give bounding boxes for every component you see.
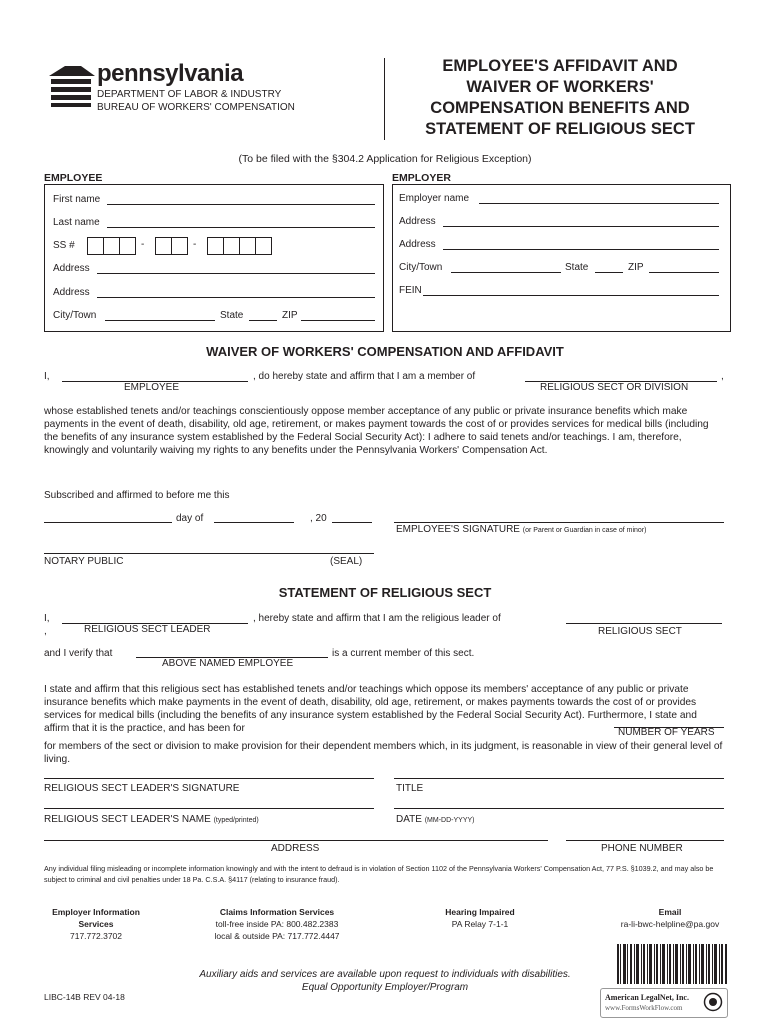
- employer-state-field[interactable]: [595, 272, 623, 273]
- claims-info-block: [192, 906, 362, 942]
- title-line-3: COMPENSATION BENEFITS AND: [430, 99, 690, 117]
- employee-address1-label: Address: [53, 263, 90, 274]
- employer-state-label: State: [565, 262, 589, 273]
- claims-line-2: local & outside PA: 717.772.4447: [214, 931, 340, 941]
- leader-name-text: RELIGIOUS SECT LEADER'S NAME: [44, 814, 211, 825]
- hearing-line: PA Relay 7-1-1: [451, 919, 509, 929]
- date-text: DATE: [396, 814, 422, 825]
- publisher-name: American LegalNet, Inc.: [605, 993, 689, 1002]
- employee-state-field[interactable]: [249, 320, 277, 321]
- employee-address2-label: Address: [53, 287, 90, 298]
- filing-note: (To be filed with the §304.2 Application for Religious Exception): [238, 153, 532, 165]
- employer-info-title-1: Employer Information: [52, 907, 140, 917]
- publisher-logo-icon: [703, 992, 723, 1012]
- hearing-title: Hearing Impaired: [445, 907, 515, 917]
- header-divider: [384, 58, 385, 140]
- waiver-sect-caption: RELIGIOUS SECT OR DIVISION: [540, 382, 689, 393]
- employee-heading: EMPLOYEE: [44, 172, 103, 184]
- form-id: LIBC-14B REV 04-18: [44, 992, 125, 1002]
- title-line-4: STATEMENT OF RELIGIOUS SECT: [425, 120, 695, 138]
- pa-logo: [47, 62, 97, 108]
- waiver-comma: ,: [721, 371, 724, 382]
- employee-address1-field[interactable]: [97, 273, 375, 274]
- employee-city-label: City/Town: [53, 310, 97, 321]
- publisher-stamp: [600, 988, 728, 1018]
- day-of-text: day of: [176, 513, 204, 524]
- statement-title: STATEMENT OF RELIGIOUS SECT: [278, 585, 492, 600]
- leader-name-line[interactable]: [44, 808, 374, 809]
- current-member-text: is a current member of this sect.: [332, 648, 475, 659]
- last-name-label: Last name: [53, 217, 100, 228]
- employee-address2-field[interactable]: [97, 297, 375, 298]
- employer-info-block: [40, 906, 152, 942]
- employer-city-label: City/Town: [399, 262, 443, 273]
- employer-address1-label: Address: [399, 216, 436, 227]
- fein-label: FEIN: [399, 285, 422, 296]
- day-field[interactable]: [44, 522, 172, 523]
- ss-number-field[interactable]: - -: [87, 240, 317, 256]
- leader-caption: RELIGIOUS SECT LEADER: [84, 624, 211, 635]
- ss-label: SS #: [53, 240, 75, 251]
- address-line[interactable]: [44, 840, 548, 841]
- auxiliary-notice: [150, 968, 620, 994]
- year-prefix: , 20: [310, 513, 327, 524]
- waiver-title: WAIVER OF WORKERS' COMPENSATION AND AFFIDAVIT: [206, 344, 564, 359]
- employer-info-title-2: Services: [78, 919, 114, 929]
- first-name-label: First name: [53, 194, 101, 205]
- employer-address1-field[interactable]: [443, 226, 719, 227]
- date-format: (MM-DD-YYYY): [424, 817, 475, 824]
- publisher-url[interactable]: www.FormsWorkFlow.com: [605, 1004, 683, 1012]
- email-address[interactable]: ra-li-bwc-helpline@pa.gov: [620, 919, 720, 929]
- department-name: DEPARTMENT OF LABOR & INDUSTRY: [97, 89, 282, 100]
- claims-title: Claims Information Services: [219, 907, 335, 917]
- year-field[interactable]: [332, 522, 372, 523]
- aux-line-1: Auxiliary aids and services are available upon request to individuals with disabilities.: [199, 969, 571, 980]
- employee-signature-label: [396, 524, 647, 535]
- phone-line[interactable]: [566, 840, 724, 841]
- statement-sect-field[interactable]: [566, 623, 722, 624]
- leader-name-label: [44, 814, 259, 825]
- employee-state-label: State: [220, 310, 244, 321]
- phone-label: PHONE NUMBER: [601, 843, 683, 854]
- title-line-1: EMPLOYEE'S AFFIDAVIT AND: [442, 57, 678, 75]
- employee-signature-line[interactable]: [394, 522, 724, 523]
- claims-line-1: toll-free inside PA: 800.482.2383: [215, 919, 339, 929]
- employer-zip-label: ZIP: [628, 262, 644, 273]
- employee-zip-label: ZIP: [282, 310, 298, 321]
- aux-line-2: Equal Opportunity Employer/Program: [301, 982, 469, 993]
- title-label: TITLE: [396, 783, 424, 794]
- employee-city-field[interactable]: [105, 320, 215, 321]
- statement-paragraph: I state and affirm that this religious sect has established tenets and/or teachings which oppose its members' acceptance of any public or private insurance benefits which make payments in the event of death, disability, old age, retirement, or makes payments towards the cost of or provides services for medical bills (including the benefits of any insurance system established by the Federal Social Security Act). Furthermore, I state and affirm that it is the practice, and has been for: [44, 684, 697, 734]
- bureau-name: BUREAU OF WORKERS' COMPENSATION: [97, 102, 295, 113]
- email-block: [600, 906, 740, 930]
- employee-zip-field[interactable]: [301, 320, 375, 321]
- state-name: pennsylvania: [97, 60, 244, 87]
- waiver-i: I,: [44, 371, 50, 382]
- month-field[interactable]: [214, 522, 294, 523]
- date-label: [396, 814, 475, 825]
- statement-sect-caption: RELIGIOUS SECT: [598, 626, 682, 637]
- waiver-affirm-text: , do hereby state and affirm that I am a member of: [253, 371, 476, 382]
- statement-affirm-text: , hereby state and affirm that I am the religious leader of: [253, 613, 501, 624]
- date-line[interactable]: [394, 808, 724, 809]
- first-name-field[interactable]: [107, 204, 375, 205]
- employer-address2-field[interactable]: [443, 249, 719, 250]
- employer-name-field[interactable]: [479, 203, 719, 204]
- waiver-paragraph: whose established tenets and/or teachings conscientiously oppose member acceptance of any public or private insurance benefits which make payments in the event of death, disability, old age, retirement, or makes payment towards the cost of or provides services for medical bills (including the benefits of any insurance system established by the Federal Social Security Act): I adhere to said tenets and/or teachings. I am, therefore, knowingly and voluntarily waiving my rights to any benefits under the Pennsylvania Workers' Compensation Act.: [44, 406, 709, 456]
- number-of-years-caption: NUMBER OF YEARS: [618, 727, 715, 738]
- statement-comma: ,: [44, 626, 47, 637]
- waiver-employee-caption: EMPLOYEE: [124, 382, 180, 393]
- notary-label: NOTARY PUBLIC: [44, 556, 124, 567]
- statement-i: I,: [44, 613, 50, 624]
- employer-zip-field[interactable]: [649, 272, 719, 273]
- address-label: ADDRESS: [271, 843, 320, 854]
- notary-signature-line[interactable]: [44, 553, 374, 554]
- employer-city-field[interactable]: [451, 272, 561, 273]
- employee-signature-text: EMPLOYEE'S SIGNATURE: [396, 524, 520, 535]
- form-title: [390, 56, 730, 140]
- subscribed-text: Subscribed and affirmed to before me this: [44, 490, 230, 501]
- guardian-note: (or Parent or Guardian in case of minor): [522, 527, 647, 534]
- statement-paragraph-2: for members of the sect or division to make provision for their dependent members which, in its judgment, is reasonable in view of their general level of living.: [44, 741, 723, 765]
- verify-text: and I verify that: [44, 648, 113, 659]
- last-name-field[interactable]: [107, 227, 375, 228]
- barcode: [617, 944, 727, 984]
- employee-box: [44, 184, 384, 332]
- employer-info-phone: 717.772.3702: [70, 931, 122, 941]
- fein-field[interactable]: [423, 295, 719, 296]
- hearing-impaired-block: [420, 906, 540, 930]
- title-line[interactable]: [394, 778, 724, 779]
- seal-label: (SEAL): [330, 556, 363, 567]
- employer-name-label: Employer name: [399, 193, 470, 204]
- leader-signature-line[interactable]: [44, 778, 374, 779]
- title-line-2: WAIVER OF WORKERS': [466, 78, 654, 96]
- above-named-caption: ABOVE NAMED EMPLOYEE: [162, 658, 294, 669]
- typed-note: (typed/printed): [213, 817, 259, 824]
- fraud-warning: Any individual filing misleading or incomplete information knowingly and with the intent to defraud is in violation of Section 1102 of the Pennsylvania Workers' Compensation Act, 77 P.S. §1039.2, and may also be subject to criminal and civil penalties under 18 Pa. C.S.A. §4117 (relating to insurance fraud).: [44, 864, 714, 884]
- email-title: Email: [658, 907, 682, 917]
- employer-heading: EMPLOYER: [392, 172, 451, 184]
- leader-signature-label: RELIGIOUS SECT LEADER'S SIGNATURE: [44, 783, 240, 794]
- employer-address2-label: Address: [399, 239, 436, 250]
- employer-box: [392, 184, 731, 332]
